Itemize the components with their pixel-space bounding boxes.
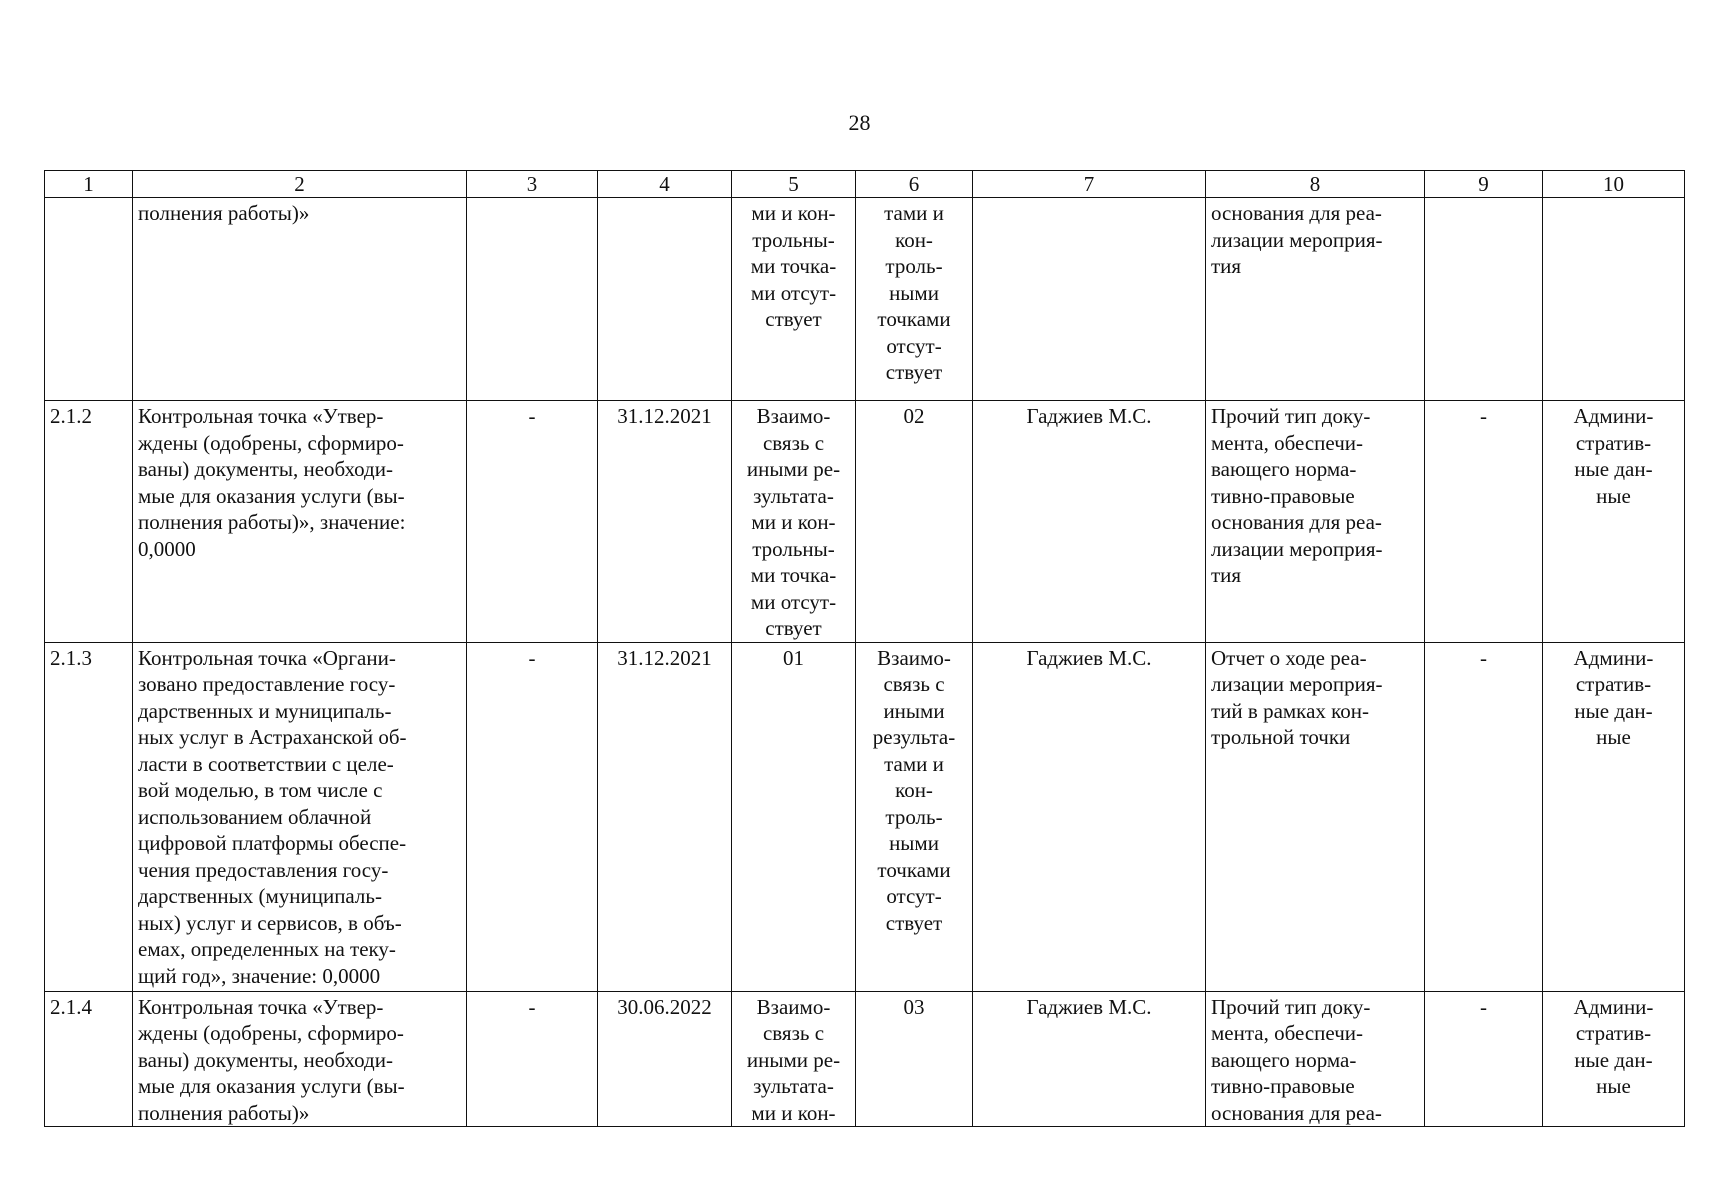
cell-text-line: ми точка- [750, 254, 837, 278]
cell-text-line: иными ре- [746, 1047, 841, 1072]
cell-text-line: 01 [783, 645, 804, 670]
cell-text-line: зовано предоставление госу- [138, 672, 396, 696]
cell-text-line: ми и кон- [751, 201, 836, 225]
cell-text-line: тия [1211, 563, 1242, 587]
cell-text-line: точками [877, 857, 951, 882]
cell-text-line: ми точка- [750, 563, 837, 587]
cell-text-line: мые для оказания услуги (вы- [138, 1074, 405, 1098]
cell-successor [856, 198, 973, 401]
cell-level: - [1425, 401, 1543, 643]
cell-text-line: ных услуг в Астраханской об- [138, 725, 407, 749]
cell-text-line: вающего норма- [1211, 1047, 1357, 1072]
cell-number: 2.1.4 [45, 991, 133, 1127]
cell-text-line: трольной точки [1211, 725, 1351, 749]
cell-text-line: иными ре- [746, 457, 841, 481]
cell-predecessor [732, 991, 856, 1127]
cell-level: - [1425, 991, 1543, 1127]
column-header-5: 5 [732, 171, 856, 198]
cell-responsible: Гаджиев М.С. [973, 991, 1206, 1127]
cell-document-type [1206, 991, 1425, 1127]
table-row [45, 642, 1685, 991]
cell-text-line: трольны- [752, 536, 835, 561]
cell-text-line: трольны- [752, 227, 835, 252]
cell-text-line: Взаимо- [877, 645, 951, 670]
cell-text-line: ные дан- [1574, 1047, 1653, 1072]
cell-text-line: 02 [903, 404, 925, 428]
cell-text-line: тивно-правовые [1211, 483, 1355, 508]
cell-text-line: полнения работы)», значение: [138, 510, 406, 534]
cell-predecessor [732, 401, 856, 643]
cell-successor [856, 401, 973, 643]
cell-text-line: ные дан- [1574, 457, 1653, 481]
cell-text-line: Админи- [1573, 645, 1654, 670]
cell-responsible: Гаджиев М.С. [973, 401, 1206, 643]
cell-text-line: мые для оказания услуги (вы- [138, 483, 405, 508]
cell-text-line: ствует [885, 910, 943, 935]
cell-text-line: тами и [884, 751, 944, 776]
table-row [45, 991, 1685, 1127]
cell-level [1425, 198, 1543, 401]
cell-document-type [1206, 642, 1425, 991]
cell-responsible [973, 198, 1206, 401]
cell-number: 2.1.2 [45, 401, 133, 643]
column-header-4: 4 [598, 171, 732, 198]
cell-text-line: ствует [885, 360, 943, 384]
cell-text-line: зультата- [753, 1074, 834, 1098]
cell-text-line: ми отсут- [750, 589, 837, 614]
cell-text-line: связь с [883, 672, 945, 696]
cell-text-line: троль- [885, 254, 943, 278]
cell-text-line: ми и кон- [751, 510, 836, 534]
cell-source [1543, 198, 1685, 401]
cell-text-line: ждены (одобрены, сформиро- [138, 430, 404, 455]
cell-text-line: ными [889, 831, 939, 855]
cell-text-line: цифровой платформы обеспе- [138, 831, 407, 855]
cell-text-line: 0,0000 [138, 536, 196, 561]
cell-text-line: стратив- [1575, 1021, 1652, 1045]
cell-text-line: основания для реа- [1211, 510, 1382, 534]
cell-successor [856, 991, 973, 1127]
cell-text-line: Админи- [1573, 404, 1654, 428]
cell-name [133, 401, 467, 643]
column-header-6: 6 [856, 171, 973, 198]
cell-text-line: стратив- [1575, 430, 1652, 455]
cell-start-date: - [467, 642, 598, 991]
cell-text-line: мента, обеспечи- [1211, 1021, 1364, 1045]
cell-document-type [1206, 401, 1425, 643]
column-header-7: 7 [973, 171, 1206, 198]
cell-text-line: 03 [903, 994, 925, 1019]
cell-level: - [1425, 642, 1543, 991]
column-header-3: 3 [467, 171, 598, 198]
cell-text-line: ствует [765, 616, 822, 640]
cell-name [133, 642, 467, 991]
table-row [45, 401, 1685, 643]
cell-responsible: Гаджиев М.С. [973, 642, 1206, 991]
cell-text-line: ствует [765, 307, 822, 331]
cell-text-line: точками [877, 307, 951, 331]
cell-number: 2.1.3 [45, 642, 133, 991]
plan-table [44, 170, 1685, 1127]
cell-start-date [467, 198, 598, 401]
cell-text-line: основания для реа- [1211, 1100, 1382, 1125]
cell-predecessor [732, 198, 856, 401]
cell-text-line: щий год», значение: 0,0000 [138, 963, 381, 988]
cell-text-line: ные [1596, 725, 1631, 749]
cell-text-line: чения предоставления госу- [138, 857, 389, 882]
cell-text-line: полнения работы)» [138, 1100, 310, 1125]
cell-text-line: зультата- [753, 483, 834, 508]
cell-text-line: вой моделью, в том числе с [138, 778, 383, 802]
cell-source [1543, 642, 1685, 991]
cell-text-line: отсут- [886, 333, 942, 358]
cell-text-line: ными [889, 280, 939, 305]
cell-source [1543, 991, 1685, 1127]
cell-text-line: использованием облачной [138, 804, 372, 829]
cell-text-line: основания для реа- [1211, 201, 1382, 225]
cell-text-line: лизации мероприя- [1211, 227, 1383, 252]
cell-text-line: Контрольная точка «Органи- [138, 645, 396, 670]
cell-text-line: дарственных (муниципаль- [138, 884, 382, 908]
cell-source [1543, 401, 1685, 643]
column-header-1: 1 [45, 171, 133, 198]
cell-document-type [1206, 198, 1425, 401]
cell-start-date: - [467, 401, 598, 643]
cell-text-line: троль- [885, 804, 943, 829]
cell-text-line: тий в рамках кон- [1211, 698, 1370, 723]
cell-text-line: связь с [762, 1021, 825, 1045]
cell-text-line: полнения работы)» [138, 201, 310, 225]
cell-number [45, 198, 133, 401]
cell-text-line: ные дан- [1574, 698, 1653, 723]
cell-text-line: мента, обеспечи- [1211, 430, 1364, 455]
column-header-10: 10 [1543, 171, 1685, 198]
cell-text-line: тивно-правовые [1211, 1074, 1355, 1098]
cell-end-date: 30.06.2022 [598, 991, 732, 1127]
cell-name [133, 198, 467, 401]
table-row [45, 198, 1685, 401]
cell-text-line: Прочий тип доку- [1211, 404, 1371, 428]
cell-end-date: 31.12.2021 [598, 642, 732, 991]
column-header-2: 2 [133, 171, 467, 198]
cell-text-line: стратив- [1575, 672, 1652, 696]
cell-text-line: ваны) документы, необходи- [138, 457, 393, 481]
cell-predecessor [732, 642, 856, 991]
cell-text-line: тия [1211, 254, 1242, 278]
cell-text-line: ждены (одобрены, сформиро- [138, 1021, 404, 1045]
cell-text-line: ласти в соответствии с целе- [138, 751, 394, 776]
cell-text-line: емах, определенных на теку- [138, 937, 396, 961]
cell-text-line: Взаимо- [756, 994, 831, 1019]
cell-start-date: - [467, 991, 598, 1127]
cell-text-line: ваны) документы, необходи- [138, 1047, 393, 1072]
cell-text-line: Контрольная точка «Утвер- [138, 404, 384, 428]
column-header-9: 9 [1425, 171, 1543, 198]
cell-text-line: тами и [884, 201, 944, 225]
cell-name [133, 991, 467, 1127]
cell-text-line: ми и кон- [751, 1100, 836, 1125]
cell-text-line: связь с [762, 430, 825, 455]
cell-end-date [598, 198, 732, 401]
cell-text-line: ми отсут- [750, 280, 837, 305]
cell-text-line: кон- [895, 778, 933, 802]
cell-text-line: Контрольная точка «Утвер- [138, 994, 384, 1019]
cell-text-line: ные [1596, 483, 1631, 508]
cell-text-line: Админи- [1573, 994, 1654, 1019]
cell-text-line: Взаимо- [756, 404, 831, 428]
cell-text-line: лизации мероприя- [1211, 536, 1383, 561]
cell-text-line: дарственных и муниципаль- [138, 698, 392, 723]
cell-text-line: лизации мероприя- [1211, 672, 1383, 696]
cell-text-line: вающего норма- [1211, 457, 1357, 481]
cell-text-line: Прочий тип доку- [1211, 994, 1371, 1019]
cell-text-line: Отчет о ходе реа- [1211, 645, 1367, 670]
column-header-8: 8 [1206, 171, 1425, 198]
cell-text-line: ные [1596, 1074, 1631, 1098]
cell-text-line: отсут- [886, 884, 942, 908]
header-row [45, 171, 1685, 198]
cell-text-line: иными [883, 698, 945, 723]
cell-end-date: 31.12.2021 [598, 401, 732, 643]
cell-text-line: кон- [895, 227, 933, 252]
cell-text-line: результа- [872, 725, 956, 749]
page-number: 28 [848, 110, 871, 135]
cell-successor [856, 642, 973, 991]
cell-text-line: ных) услуг и сервисов, в объ- [138, 910, 402, 935]
